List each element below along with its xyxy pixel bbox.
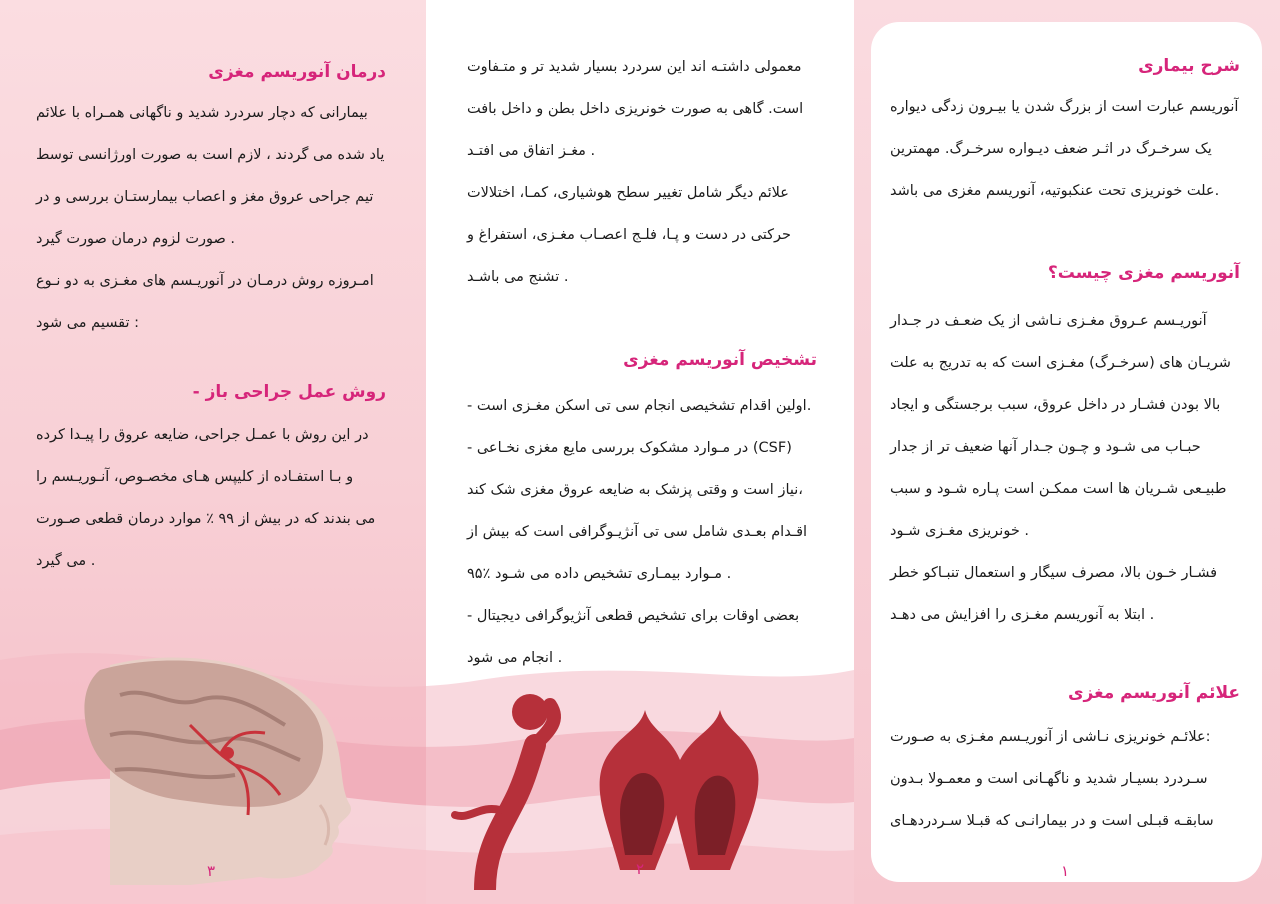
text-line: تیم جراحی عروق مغز و اعصاب بیمارستـان بررسی و در [36,189,374,205]
text-line: بالا بودن فشـار در داخل عروق، سبب برجستگی و ایجاد [890,397,1221,413]
text-line: یک سرخـرگ در اثـر ضعف دیـواره سرخـرگ. مهمترین [890,141,1212,157]
text-line: آنوریـسم عـروق مغـزی نـاشی از یک ضعـف در جـدار [890,313,1207,329]
text-line: صورت لزوم درمان صورت گیرد . [36,231,235,247]
text-line: امـروزه روش درمـان در آنوریـسم های مغـزی به دو نـوع [36,273,374,289]
text-line: نیاز است و وقتی پزشک به ضایعه عروق مغزی شک کند، [467,482,803,498]
paragraph-aneurysm-symptoms [890,716,1240,842]
paragraph-symptoms-continued [467,46,817,298]
text-line: سابقـه قبـلی است و در بیمارانـی که قبـلا سـردردهـای [890,813,1214,829]
text-line: تشنج می باشـد . [467,269,569,285]
text-line: ۹۵٪ مـوارد بیمـاری تشخیص داده می شـود . [467,566,732,582]
brain-head-illustration [70,655,360,885]
paragraph-disease-description [890,86,1240,212]
text-line: حبـاب می شـود و چـون جـدار آنها ضعیف تر از جدار [890,439,1201,455]
text-line: است. گاهی به صورت خونریزی داخل بطن و داخل بافت [467,101,804,117]
paragraph-diagnosis [467,385,817,679]
paragraph-open-surgery [36,414,386,582]
text-line: حرکتی در دست و پـا، فلـج اعصـاب مغـزی، استفراغ و [467,227,792,243]
text-line: تقسیم می شود : [36,315,139,331]
text-line: مغـز اتفاق می افتـد . [467,143,596,159]
text-line: بیمارانی که دچار سردرد شدید و ناگهانی همـراه با علائم [36,105,368,121]
text-line: - بعضی اوقات برای تشخیص قطعی آنژیوگرافی دیجیتال [467,608,800,624]
text-line: آنوریسم عبارت است از بزرگ شدن یا بیـرون زدگی دیواره [890,99,1239,115]
text-line: ابتلا به آنوریسم مغـزی را افزایش می دهـد . [890,607,1155,623]
text-line: انجام می شود . [467,650,563,666]
aneurysm-illustration [440,690,770,890]
text-line: می بندند که در بیش از ۹۹ ٪ موارد درمان قطعی صـورت [36,511,376,527]
text-line: فشـار خـون بالا، مصرف سیگار و استعمال تنبـاکو خطر [890,565,1218,581]
text-line: می گیرد . [36,553,96,569]
heading-what-is-aneurysm: آنوریسم مغزی چیست؟ [1047,263,1240,283]
text-line: سـردرد بسیـار شدید و ناگهـانی است و معمـولا بـدون [890,771,1208,787]
heading-disease-description: شرح بیماری [1138,56,1240,76]
text-line: - در مـوارد مشکوک بررسی مایع مغزی نخـاعی (CSF) [467,440,792,456]
text-line: معمولی داشتـه اند این سردرد بسیار شدید تر و متـفاوت [467,59,802,75]
text-line: علائم دیگر شامل تغییر سطح هوشیاری، کمـا، اختلالات [467,185,789,201]
heading-treatment: درمان آنوریسم مغزی [208,62,386,82]
text-line: اقـدام بعـدی شامل سی تی آنژیـوگرافی است که بیش از [467,524,808,540]
text-line: - اولین اقدام تشخیصی انجام سی تی اسکن مغـزی است. [467,398,812,414]
page-number: ۳ [207,862,216,880]
page-number: ۱ [1061,862,1070,880]
text-line: و بـا استفـاده از کلیپس هـای مخصـوص، آنـوریـسم را [36,469,354,485]
text-line: یاد شده می گردند ، لازم است به صورت اورژانسی توسط [36,147,385,163]
heading-diagnosis: تشخیص آنوریسم مغزی [623,350,817,370]
paragraph-what-is-aneurysm [890,300,1240,636]
text-line: طبیـعی شـریان ها است ممکـن است پـاره شـود و سبب [890,481,1227,497]
paragraph-treatment [36,92,386,344]
heading-open-surgery: - روش عمل جراحی باز [192,382,386,402]
text-line: شریـان های (سرخـرگ) مغـزی است که به تدریج به علت [890,355,1231,371]
heading-aneurysm-symptoms: علائم آنوریسم مغزی [1067,683,1240,703]
text-line: علت خونریزی تحت عنکبوتیه، آنوریسم مغزی می باشد. [890,183,1220,199]
page-number: ۲ [636,860,645,878]
text-line: در این روش با عمـل جراحی، ضایعه عروق را پیـدا کرده [36,427,369,443]
text-line: علائـم خونریزی نـاشی از آنوریـسم مغـزی به صـورت: [890,729,1211,745]
text-line: خونریزی مغـزی شـود . [890,523,1030,539]
